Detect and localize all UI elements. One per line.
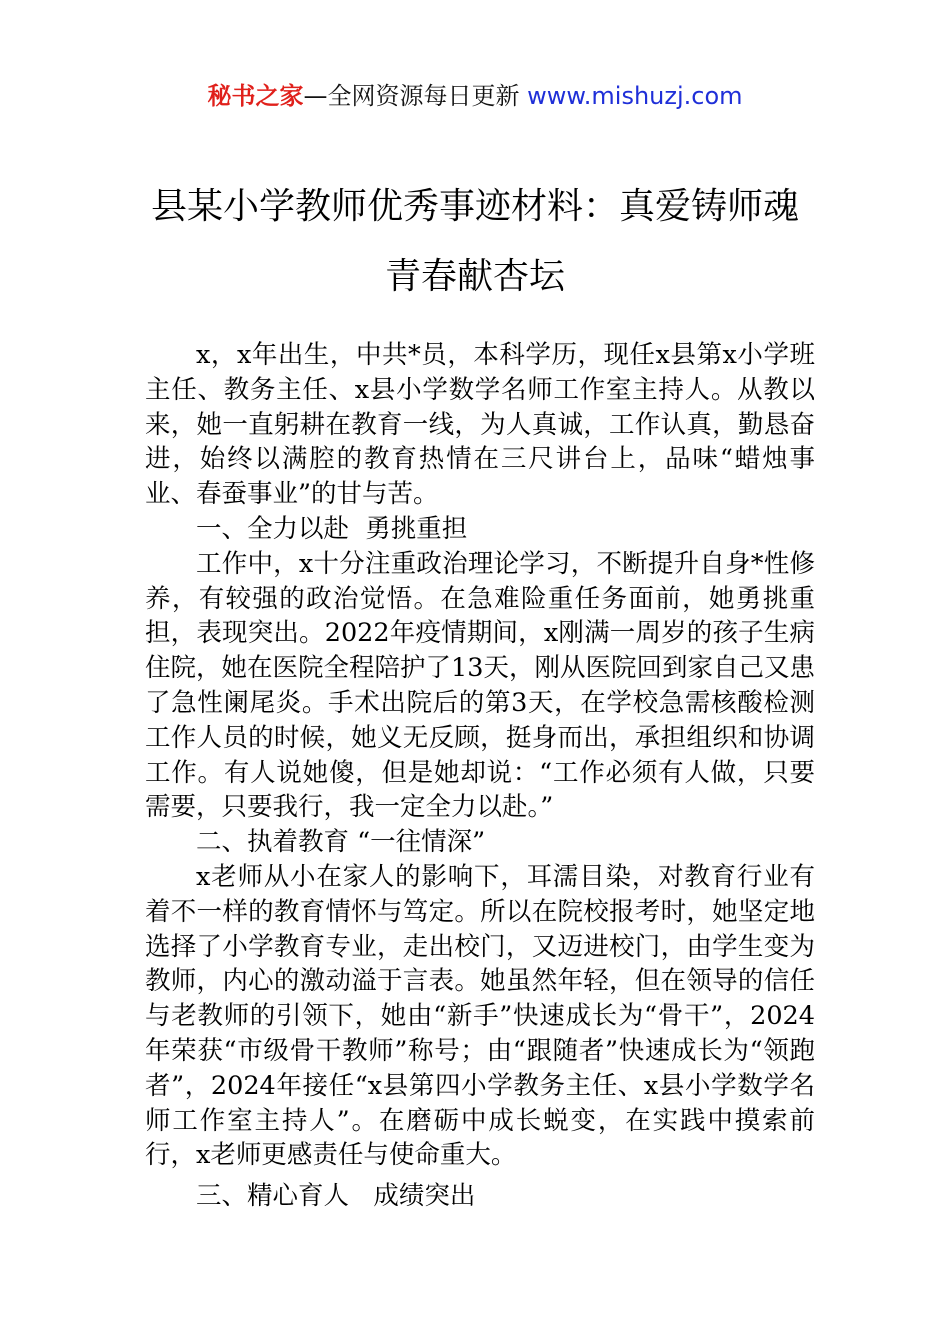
- section-1-paragraph: 工作中，x十分注重政治理论学习，不断提升自身*性修养，有较强的政治觉悟。在急难险重任务面前，她勇挑重担，表现突出。2022年疫情期间，x刚满一周岁的孩子生病住院，她在医院全程陪护了13天，刚从医院回到家自己又患了急性阑尾炎。手术出院后的第3天，在学校急需核酸检测工作人员的时候，她义无反顾，挺身而出，承担组织和协调工作。有人说她傻，但是她却说：“工作必须有人做，只要需要，只要我行，我一定全力以赴。”: [145, 548, 815, 823]
- site-url-link[interactable]: www.mishuzj.com: [527, 82, 743, 110]
- section-heading-3: 三、精心育人 成绩突出: [196, 1181, 476, 1212]
- intro-paragraph: x，x年出生，中共*员，本科学历，现任x县第x小学班主任、教务主任、x县小学数学名师工作室主持人。从教以来，她一直躬耕在教育一线，为人真诚，工作认真，勤恳奋进，始终以满腔的教育热情在三尺讲台上，品味“蜡烛事业、春蚕事业”的甘与苦。: [145, 340, 815, 510]
- section-heading-2: 二、执着教育 “一往情深”: [196, 827, 486, 858]
- document-title-line-1: 县某小学教师优秀事迹材料：真爱铸师魂: [150, 186, 799, 227]
- document-body: [145, 338, 815, 1214]
- document-title-line-2: 青春献杏坛: [384, 256, 565, 297]
- header-tagline: —全网资源每日更新: [303, 82, 528, 110]
- brand-name: 秘书之家: [207, 82, 304, 110]
- section-2-paragraph: x老师从小在家人的影响下，耳濡目染，对教育行业有着不一样的教育情怀与笃定。所以在院校报考时，她坚定地选择了小学教育专业，走出校门，又迈进校门，由学生变为教师，内心的激动溢于言表。她虽然年轻，但在领导的信任与老教师的引领下，她由“新手”快速成长为“骨干”，2024年荣获“市级骨干教师”称号；由“跟随者”快速成长为“领跑者”，2024年接任“x县第四小学教务主任、x县小学数学名师工作室主持人”。在磨砺中成长蜕变，在实践中摸索前行，x老师更感责任与使命重大。: [145, 861, 815, 1171]
- section-heading-1: 一、全力以赴 勇挑重担: [196, 513, 468, 544]
- site-header: [0, 80, 950, 112]
